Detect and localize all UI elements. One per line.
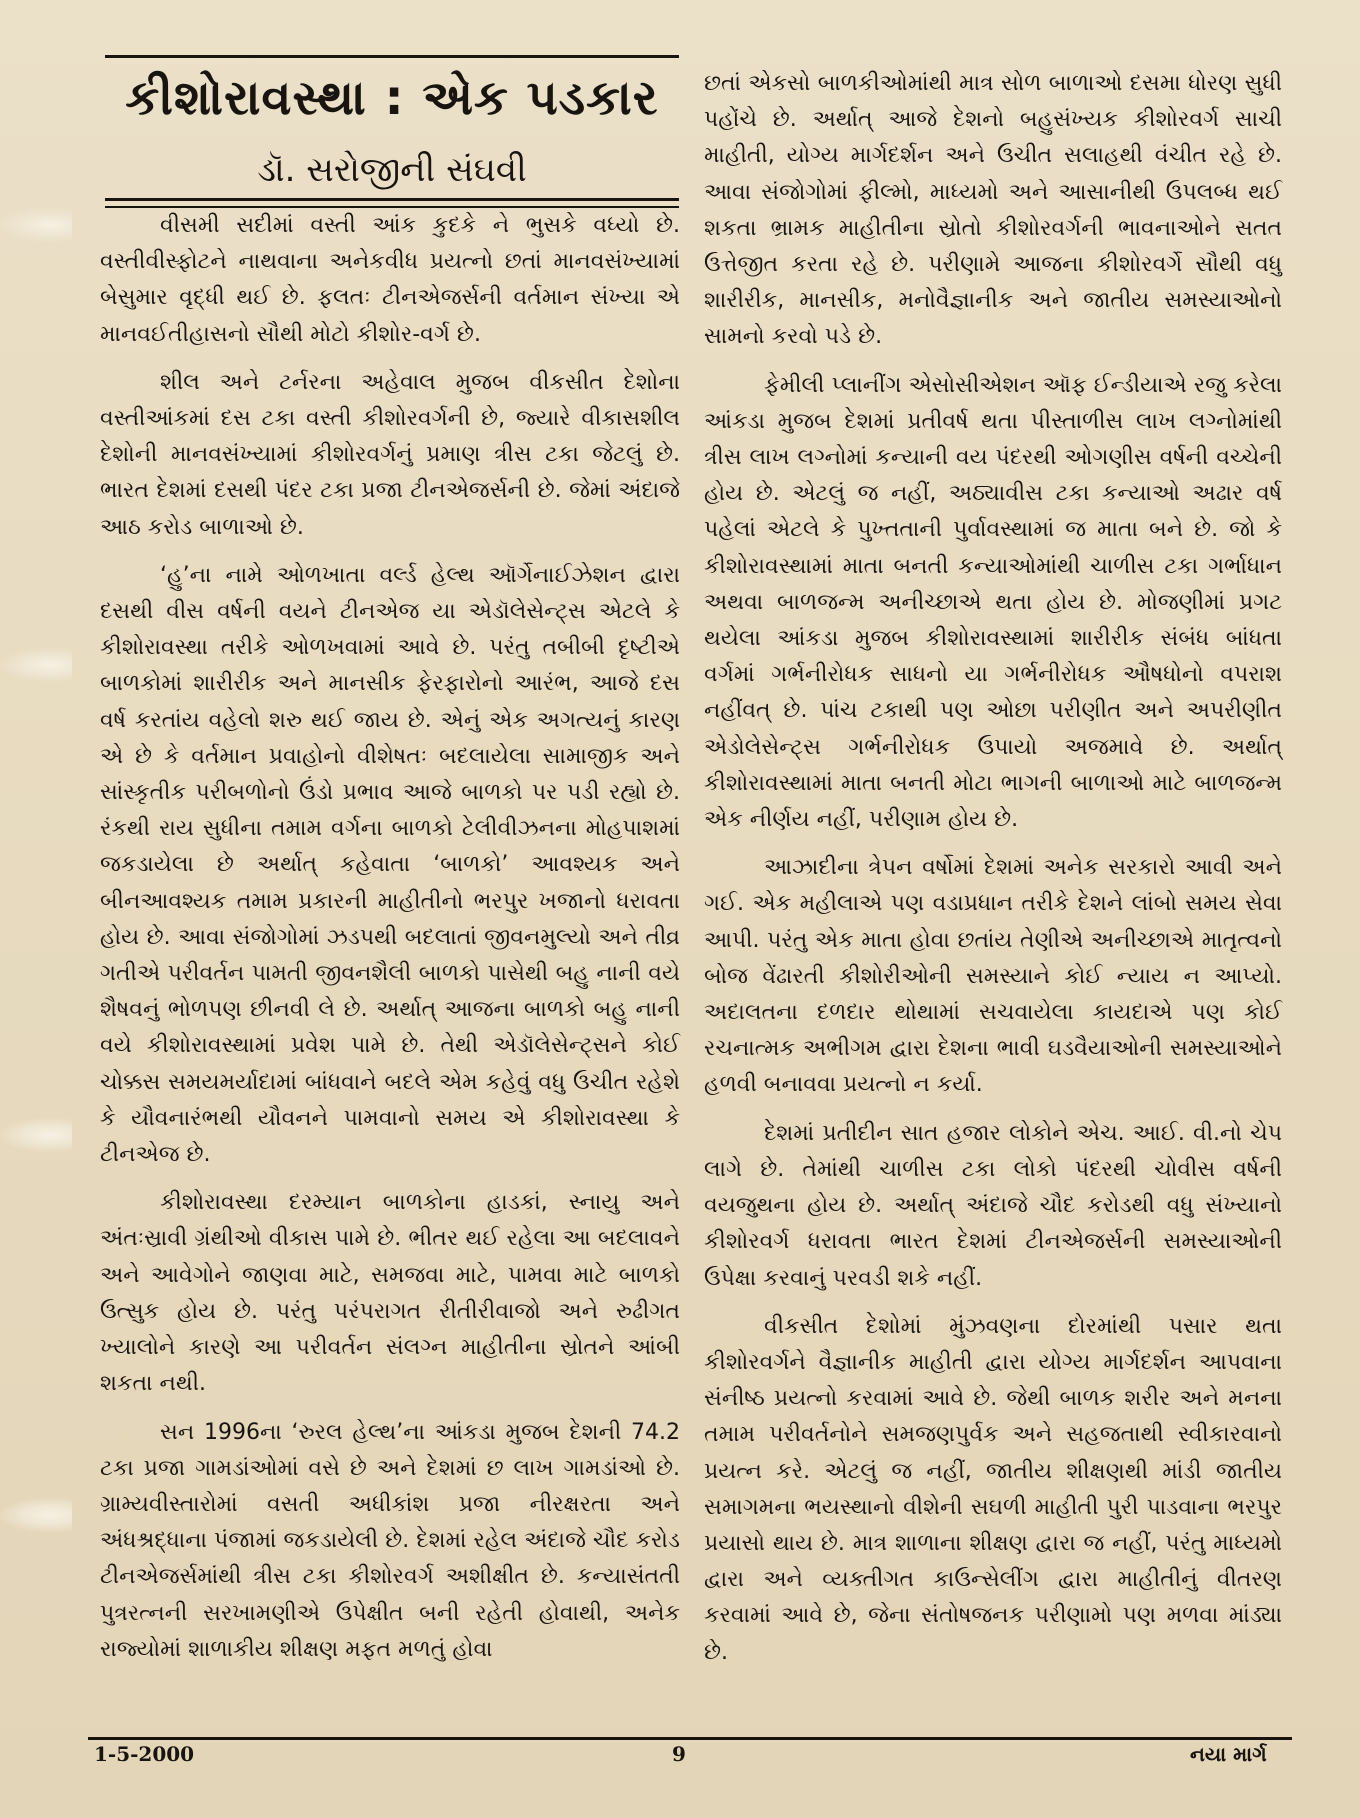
paragraph: છતાં એકસો બાળકીઓમાંથી માત્ર સોળ બાળાઓ દસમા ધોરણ સુધી પહોંચે છે. અર્થાત્ આજે દેશનો બહુસંખ્યક કીશોરવર્ગ સાચી માહીતી, યોગ્ય માર્ગદર્શન અને ઉચીત સલાહથી વંચીત રહે છે. આવા સંજોગોમાં ફીલ્મો, માધ્યમો અને આસાનીથી ઉપલબ્ધ થઈ શકતા ભ્રામક માહીતીના સ્રોતો કીશોરવર્ગની ભાવનાઓને સતત ઉત્તેજીત કરતા રહે છે. પરીણામે આજના કીશોરવર્ગે સૌથી વધુ શારીરીક, માનસીક, મનોવૈજ્ઞાનીક અને જાતીય સમસ્યાઓનો સામનો કરવો પડે છે. [704,71,1282,350]
paragraph: આઝાદીના ત્રેપન વર્ષોમાં દેશમાં અનેક સરકારો આવી અને ગઈ. એક મહીલાએ પણ વડાપ્રધાન તરીકે દેશને લાંબો સમય સેવા આપી. પરંતુ એક માતા હોવા છતાંય તેણીએ અનીચ્છાએ માતૃત્વનો બોજ વેંઢારતી કીશોરીઓની સમસ્યાને કોઈ ન્યાય ન આપ્યો. અદાલતના દળદાર થોથામાં સચવાયેલા કાયદાએ પણ કોઈ રચનાત્મક અભીગમ દ્વારા દેશના ભાવી ઘડવૈયાઓની સમસ્યાઓને હળવી બનાવવા પ્રયત્નો ન કર્યા. [704,855,1282,1098]
publication-name: નયા માર્ગ [1190,1742,1267,1766]
footer-rule [88,1737,1292,1740]
punch-hole [0,648,72,682]
paragraph: સન 1996ના ‘રુરલ હેલ્થ’ના આંકડા મુજબ દેશની 74.2 ટકા પ્રજા ગામડાંઓમાં વસે છે અને દેશમાં છ લાખ ગામડાંઓ છે. ગ્રામ્યવીસ્તારોમાં વસતી અધીકાંશ પ્રજા નીરક્ષરતા અને અંધશ્રદ્ધાના પંજામાં જકડાયેલી છે. દેશમાં રહેલ અંદાજે ચૌદ કરોડ ટીનએજર્સમાંથી ત્રીસ ટકા કીશોરવર્ગ અશીક્ષીત છે. કન્યાસંતતી પુત્રરત્નની સરખામણીએ ઉપેક્ષીત બની રહેતી હોવાથી, અનેક રાજ્યોમાં શાળાકીય શીક્ષણ મફત મળતું હોવા [100,1419,680,1662]
punch-hole [0,208,72,242]
paragraph: દેશમાં પ્રતીદીન સાત હજાર લોકોને એચ. આઈ. વી.નો ચેપ લાગે છે. તેમાંથી ચાળીસ ટકા લોકો પંદરથી ચોવીસ વર્ષની વયજુથના હોય છે. અર્થાત્ અંદાજે ચૌદ કરોડથી વધુ સંખ્યાનો કીશોરવર્ગ ધરાવતા ભારત દેશમાં ટીનએજર્સની સમસ્યાઓની ઉપેક્ષા કરવાનું પરવડી શકે નહીં. [704,1120,1282,1291]
page-number: 9 [672,1742,686,1766]
punch-hole [0,1498,72,1532]
paragraph: વીસમી સદીમાં વસ્તી આંક કુદકે ને ભુસકે વધ્યો છે. વસ્તીવીસ્ફોટને નાથવાના અનેકવીધ પ્રયત્નો છતાં માનવસંખ્યામાં બેસુમાર વૃદ્ધી થઈ છે. ફલતઃ ટીનએજર્સની વર્તમાન સંખ્યા એ માનવઈતીહાસનો સૌથી મોટો કીશોર-વર્ગ છે. [100,213,680,347]
paragraph: શીલ અને ટર્નરના અહેવાલ મુજબ વીકસીત દેશોના વસ્તીઆંકમાં દસ ટકા વસ્તી કીશોરવર્ગની છે, જ્યારે વીકાસશીલ દેશોની માનવસંખ્યામાં કીશોરવર્ગનું પ્રમાણ ત્રીસ ટકા જેટલું છે. ભારત દેશમાં દસથી પંદર ટકા પ્રજા ટીનએજર્સની છે. જેમાં અંદાજે આઠ કરોડ બાળાઓ છે. [100,369,680,540]
punch-hole [0,1118,72,1152]
author-rule [105,198,679,201]
paragraph: ‘હુ’ના નામે ઓળખાતા વર્લ્ડ હેલ્થ ઑર્ગેનાઈઝેશન દ્વારા દસથી વીસ વર્ષની વયને ટીનએજ યા એડૉલેસેન્ટ્સ એટલે કે કીશોરાવસ્થા તરીકે ઓળખવામાં આવે છે. પરંતુ તબીબી દૃષ્ટીએ બાળકોમાં શારીરીક અને માનસીક ફેરફારોનો આરંભ, આજે દસ વર્ષ કરતાંય વહેલો શરુ થઈ જાય છે. એનું એક અગત્યનું કારણ એ છે કે વર્તમાન પ્રવાહોનો વીશેષતઃ બદલાયેલા સામાજીક અને સાંસ્કૃતીક પરીબળોનો ઉંડો પ્રભાવ આજે બાળકો પર પડી રહ્યો છે. રંકથી રાય સુધીના તમામ વર્ગના બાળકો ટેલીવીઝનના મોહપાશમાં જકડાયેલા છે અર્થાત્ કહેવાતા ‘બાળકો’ આવશ્યક અને બીનઆવશ્યક તમામ પ્રકારની માહીતીનો ભરપુર ખજાનો ધરાવતા હોય છે. આવા સંજોગોમાં ઝડપથી બદલાતાં જીવનમુલ્યો અને તીવ્ર ગતીએ પરીવર્તન પામતી જીવનશૈલી બાળકો પાસેથી બહુ નાની વયે શૈષવનું ભોળપણ છીનવી લે છે. અર્થાત્ આજના બાળકો બહુ નાની વયે કીશોરાવસ્થામાં પ્રવેશ પામે છે. તેથી એડૉલેસેન્ટ્સને કોઈ ચોક્કસ સમયમર્યાદામાં બાંધવાને બદલે એમ કહેવું વધુ ઉચીત રહેશે કે યૌવનારંભથી યૌવનને પામવાનો સમય એ કીશોરાવસ્થા કે ટીનએજ છે. [100,562,680,1168]
paragraph: ફેમીલી પ્લાનીંગ એસોસીએશન ઑફ ઈન્ડીયાએ રજુ કરેલા આંકડા મુજબ દેશમાં પ્રતીવર્ષ થતા પીસ્તાળીસ લાખ લગ્નોમાંથી ત્રીસ લાખ લગ્નોમાં કન્યાની વય પંદરથી ઓગણીસ વર્ષની વચ્ચેની હોય છે. એટલું જ નહીં, અઠ્યાવીસ ટકા કન્યાઓ અઢાર વર્ષ પહેલાં એટલે કે પુખ્તતાની પુર્વાવસ્થામાં જ માતા બને છે. જો કે કીશોરાવસ્થામાં માતા બનતી કન્યાઓમાંથી ચાળીસ ટકા ગર્ભાધાન અથવા બાળજન્મ અનીચ્છાએ થતા હોય છે. મોજણીમાં પ્રગટ થયેલા આંકડા મુજબ કીશોરાવસ્થામાં શારીરીક સંબંધ બાંધતા વર્ગમાં ગર્ભનીરોધક સાધનો યા ગર્ભનીરોધક ઔષધોનો વપરાશ નહીંવત્ છે. પાંચ ટકાથી પણ ઓછા પરીણીત અને અપરીણીત એડોલેસેન્ટ્સ ગર્ભનીરોધક ઉપાયો અજમાવે છે. અર્થાત્ કીશોરાવસ્થામાં માતા બનતી મોટા ભાગની બાળાઓ માટે બાળજન્મ એક નીર્ણય નહીં, પરીણામ હોય છે. [704,372,1282,833]
issue-date: 1-5-2000 [94,1742,195,1766]
right-column [704,66,1282,1671]
left-column [100,208,680,1668]
article-title: કીશોરાવસ્થા : એક પડકાર [125,70,659,126]
title-top-rule [105,55,679,58]
article-author: ડૉ. સરોજીની સંઘવી [257,150,527,190]
paragraph: કીશોરાવસ્થા દરમ્યાન બાળકોના હાડકાં, સ્નાયુ અને અંતઃસ્રાવી ગ્રંથીઓ વીકાસ પામે છે. ભીતર થઈ રહેલા આ બદલાવને અને આવેગોને જાણવા માટે, સમજવા માટે, પામવા માટે બાળકો ઉત્સુક હોય છે. પરંતુ પરંપરાગત રીતીરીવાજો અને રુઢીગત ખ્યાલોને કારણે આ પરીવર્તન સંલગ્ન માહીતીના સ્રોતને આંબી શકતા નથી. [100,1190,680,1397]
paragraph: વીકસીત દેશોમાં મુંઝવણના દોરમાંથી પસાર થતા કીશોરવર્ગને વૈજ્ઞાનીક માહીતી દ્વારા યોગ્ય માર્ગદર્શન આપવાના સંનીષ્ઠ પ્રયત્નો કરવામાં આવે છે. જેથી બાળક શરીર અને મનના તમામ પરીવર્તનોને સમજણપુર્વક અને સહજતાથી સ્વીકારવાનો પ્રયત્ન કરે. એટલું જ નહીં, જાતીય શીક્ષણથી માંડી જાતીય સમાગમના ભયસ્થાનો વીશેની સઘળી માહીતી પુરી પાડવાના ભરપુર પ્રયાસો થાય છે. માત્ર શાળાના શીક્ષણ દ્વારા જ નહીં, પરંતુ માધ્યમો દ્વારા અને વ્યક્તીગત કાઉન્સેલીંગ દ્વારા માહીતીનું વીતરણ કરવામાં આવે છે, જેના સંતોષજનક પરીણામો પણ મળવા માંડ્યા છે. [704,1313,1282,1665]
